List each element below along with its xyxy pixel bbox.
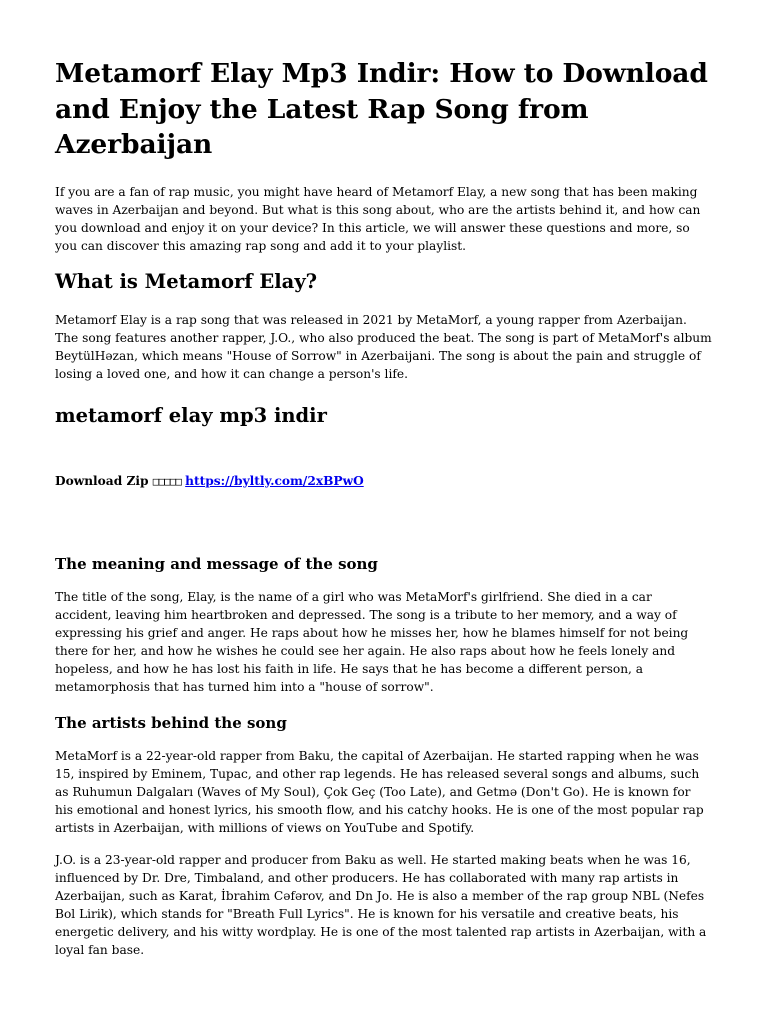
download-link[interactable]: https://byltly.com/2xBPwO <box>185 473 364 488</box>
section-heading-artists: The artists behind the song <box>55 713 287 732</box>
intro-paragraph: If you are a fan of rap music, you might have heard of Metamorf Elay, a new song that has been making waves in Azerbaijan and beyond. But what is this song about, who are the artists behind it, and how can you download and enjoy it on your device? In this article, we will answer these questions and more, so you can discover this amazing rap song and add it to your playlist. <box>55 184 701 253</box>
download-line <box>55 472 712 491</box>
keyword-heading: metamorf elay mp3 indir <box>55 403 327 427</box>
artists-paragraph-jo: J.O. is a 23-year-old rapper and producer from Baku as well. He started making beats when he was 16, influenced by Dr. Dre, Timbaland, and other producers. He has collaborated with many rap artists in Azerbaijan, such as Karat, İbrahim Cəfərov, and Dn Jo. He is also a member of the rap group NBL (Nefes Bol Lirik), which stands for "Breath Full Lyrics". He is known for his versatile and creative beats, his energetic delivery, and his witty wordplay. He is one of the most talented rap artists in Azerbaijan, with a loyal fan base. <box>55 852 707 957</box>
download-label: Download Zip <box>55 473 149 488</box>
section-heading-what: What is Metamorf Elay? <box>55 269 318 293</box>
placeholder-glyphs: □□□□□ <box>152 474 181 488</box>
artists-paragraph-metamorf: MetaMorf is a 22-year-old rapper from Baku, the capital of Azerbaijan. He started rapping when he was 15, inspired by Eminem, Tupac, and other rap legends. He has released several songs and albums, such as Ruhumun Dalgaları (Waves of My Soul), Çok Geç (Too Late), and Getmə (Don't Go). He is known for his emotional and honest lyrics, his smooth flow, and his catchy hooks. He is one of the most popular rap artists in Azerbaijan, with millions of views on YouTube and Spotify. <box>55 748 704 835</box>
article-title: Metamorf Elay Mp3 Indir: How to Download and Enjoy the Latest Rap Song from Azerbaijan <box>55 58 708 160</box>
meaning-paragraph: The title of the song, Elay, is the name of a girl who was MetaMorf's girlfriend. She died in a car accident, leaving him heartbroken and depressed. The song is a tribute to her memory, and a way of expressing his grief and anger. He raps about how he misses her, how he blames himself for not being there for her, and how he wishes he could see her again. He also raps about how he feels lonely and hopeless, and how he has lost his faith in life. He says that he has become a different person, a metamorphosis that has turned him into a "house of sorrow". <box>55 589 689 694</box>
section-heading-meaning: The meaning and message of the song <box>55 554 378 573</box>
what-paragraph: Metamorf Elay is a rap song that was released in 2021 by MetaMorf, a young rapper from Azerbaijan. The song features another rapper, J.O., who also produced the beat. The song is part of MetaMorf's album BeytülHəzan, which means "House of Sorrow" in Azerbaijani. The song is about the pain and struggle of losing a loved one, and how it can change a person's life. <box>55 312 712 381</box>
